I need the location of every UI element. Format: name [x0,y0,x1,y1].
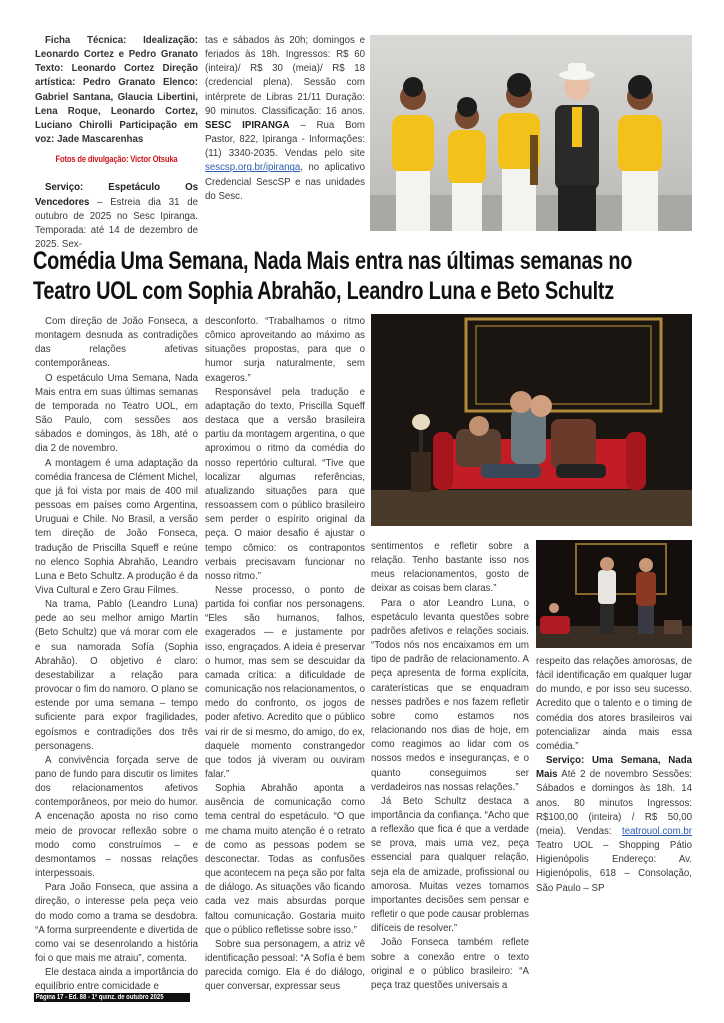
article-paragraph: sentimentos e refletir sobre a relação. Tenho bastante isso nos meus relacionamentos, gosto de deixar as coisas bem claras.” [371,541,529,595]
article-column-3 [371,540,529,995]
cast-figures [370,35,692,231]
article-paragraph: Sobre sua personagem, a atriz vê identificação pessoal: “A Sofía é bem parecida comigo. Ela é do diálogo, quer conversar, expressar seus [205,938,365,993]
article-paragraph: Ele destaca ainda a importância do equilíbrio entre comicidade e [35,967,198,993]
photo-credit: Fotos de divulgação: Victor Otsuka [55,154,178,166]
cast-photo-os-vencedores [370,35,692,231]
article-column-4 [536,655,692,995]
service-text-2: Teatro UOL – Shopping Pátio Higienópolis Endereço: Av. Higienópolis, 618 – Consolação, São Paulo – SP [536,840,692,894]
service-text: Até 2 de novembro Sessões: Sábados e domingos às 18h. 14 anos. 80 minutos Ingressos: R$100,00 (inteira) / R$ 50,00 (meia). Vendas: [536,769,692,837]
article-paragraph: Na trama, Pablo (Leandro Luna) pede ao seu melhor amigo Martín (Beto Schultz) que vá morar com ele e sua namorada Sofía (Sophia Abrahão). O objetivo é claro: desestabilizar a relação para provocar o fim do namoro. O plano se estende por uma semana – tempo suficiente para expor fragilidades, egoísmos e contradições dos três personagens. [35,599,198,752]
sesc-link[interactable]: sescsp.org.br/ipiranga [205,162,301,174]
article-paragraph: Responsável pela tradução e adaptação do texto, Priscilla Squeff destaca que a versão brasileira partiu da montagem argentina, o que aproximou o ritmo da comédia do nosso repertório cultural. “Tive que localizar algumas referências, atualizando situações para que ressoassem com o público brasileiro sem perder o espírito original da peça. O maior desafio é ajustar o tempo cômico: os contrapontos verbais precisavam funcionar no nosso ritmo.” [205,386,365,582]
service-text-2: – Rua Bom Pastor, 822, Ipiranga - Informações: (11) 3340-2035. Vendas pelo site [205,119,366,160]
service-paragraph [536,754,692,896]
article-paragraph: respeito das relações amorosas, de fácil identificação em qualquer lugar do mundo, e por isso seu sucesso. Acredito que o talento e o timing de comédia dos atores brasileiros vai potencializar ainda mais essa comédia.” [536,656,692,752]
article-headline: Comédia Uma Semana, Nada Mais entra nas últimas semanas no Teatro UOL com Sophia Abrahão, Leandro Luna e Beto Schultz [33,247,633,305]
footer-text: Página 17 - Ed. 88 - 1ª quinz. de outubro 2025 [35,994,164,1001]
article-paragraph: Com direção de João Fonseca, a montagem desnuda as contradições das relações afetivas contemporâneas. [35,316,198,370]
stage-scene [371,314,692,526]
service-label: Serviço: Uma Semana, Nada Mais [536,755,692,781]
article-paragraph: A convivência forçada serve de pano de fundo para discutir os limites dos relacionamentos afetivos contemporâneos, por meio do humor. A encenação aposta no riso como meio de provocar reflexão sobre o modo como construímos – e desmontamos – nossas relações interpessoais. [35,754,198,880]
teatro-uol-link[interactable]: teatrouol.com.br [622,825,692,837]
article-paragraph: Para João Fonseca, que assina a direção, o interesse pela peça veio do modo como a trama se desdobra. “A forma surpreendente e divertida de como vai se desenrolando a história foi o que mais me atraiu”, comenta. [35,882,198,965]
service-continued [205,34,365,204]
article-paragraph: O espetáculo Uma Semana, Nada Mais entra em suas últimas semanas de temporada no Teatro UOL, em São Paulo, com sessões aos sábados e domingos, às 18h, até o dia 2 de novembro. [35,372,198,455]
article-paragraph: desconforto. “Trabalhamos o ritmo cômico aproveitando ao máximo as situações propostas, para que o humor surja naturalmente, sem exageros.” [205,316,365,384]
service-paragraph [35,181,198,252]
article-column-2 [205,315,365,995]
service-label: Serviço: Espetáculo Os Vencedores [35,182,198,208]
article-paragraph: Sophia Abrahão aponta a ausência de comunicação como tema central do espetáculo. “O que me chama muito atenção é o retrato de como as pessoas podem se desconectar. Todas as confusões que acontecem na peça são por falta de diálogo. As situações vão ficando cada vez mais absurdas porque faltou comunicação. Gostaria muito que o público refletisse sobre isso.” [205,783,365,936]
stage-photo-sofa [371,314,692,526]
tech-sheet: Ficha Técnica: Idealização: Leonardo Cortez e Pedro Granato Texto: Leonardo Cortez Direção artística: Pedro Granato Elenco: Gabriel Santana, Glaucia Libertini, Lena Roque, Leonardo Cortez, Luciano Chirolli Participação em voz: Jade Mascarenhas [35,35,198,146]
service-text-continued: tas e sábados às 20h; domingos e feriados às 18h. Ingressos: R$ 60 (inteira)/ R$ 30 (meia)/ R$ 18 (credencial plena). Sessão com intérprete de Libras 21/11 Duração: 90 minutos. Classificação: 16 anos. [205,35,365,117]
article-paragraph: Já Beto Schultz destaca a importância da confiança. “Acho que a reflexão que fica é que a verdade se prova, mais uma vez, peça essencial para qualquer relação, seja ela de amizade, profissional ou amorosa. Muitas vezes tomamos importantes decisões sem pensar e refletir o que pode causar problemas difíceis de resolver.” [371,795,529,935]
stage-scene-small [536,540,692,648]
article-paragraph: João Fonseca também reflete sobre a conexão entre o texto original e o público brasileiro: “A peça traz questões universais a [371,937,529,991]
venue-label: SESC IPIRANGA [205,119,290,131]
article-paragraph: Para o ator Leandro Luna, o espetáculo levanta questões sobre padrões afetivos e relações sociais. “Todos nós nos encaixamos em um tipo de padrão de relacionamento. A peça apresenta de forma explícita, caraterísticas que se enquadram nesses padrões e nos fazem refletir sobre como estamos nos relacionando nos dias de hoje, em como reagimos ao lidar com os nossos medos e inseguranças, e o quanto conseguimos ser verdadeiros nas nossas relações.” [371,597,529,793]
top-story-column-2 [205,34,365,204]
article-paragraph: Nesse processo, o ponto de partida foi confiar nos personagens. “Eles são humanos, falhos, exagerados — e justamente por isso, engraçados. A ideia é preservar o humor, mas sem se descuidar da camada crítica: a dificuldade de comunicação nos relacionamentos, o medo do confronto, os jogos de poder afetivo. Acredito que o público vai rir de si mesmo, do amigo, do ex, daquele momento constrangedor que todos já viveram ou ouviram falar.” [205,584,365,780]
service-text: – Estreia dia 31 de outubro de 2025 no Sesc Ipiranga. Temporada: até 14 de dezembro de 2025. Sex- [35,196,198,251]
page-footer [34,993,190,1002]
article-column-1 [35,315,198,995]
article-paragraph: A montagem é uma adaptação da comédia francesa de Clément Michel, que já foi vista por mais de 400 mil pessoas em países como Argentina, Uruguai e Chile. No Brasil, a versão tem direção de João Fonseca, tradução de Priscilla Squeff e reúne no elenco Sophia Abrahão, Leandro Luna e Beto Schultz. A produção é da Viva Cultural e Zero Grau Filmes. [35,457,198,596]
stage-photo-small [536,540,692,648]
top-story-column-1 [35,34,198,252]
service-text-3: , no aplicativo Credencial SescSP e nas unidades do Sesc. [205,162,365,202]
